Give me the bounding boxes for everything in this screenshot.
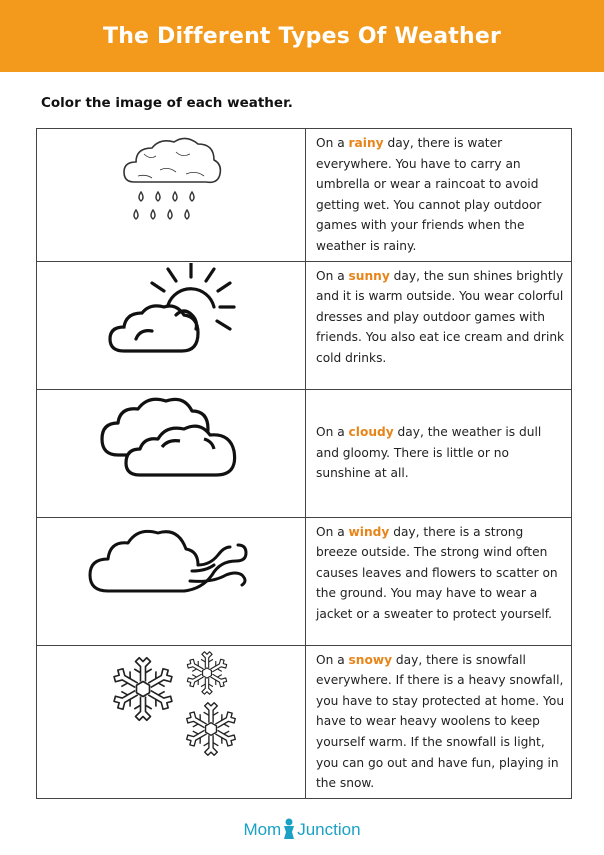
text-prefix: On a — [316, 524, 349, 539]
text-body: day, the weather is dull and gloomy. There is little or no sunshine at all. — [316, 425, 542, 481]
text-body: day, the sun shines brightly and it is warm outside. You wear colorful dresses and play outdoor games with friends. You also eat ice cream and drink cold drinks. — [316, 268, 565, 365]
table-row-sunny — [37, 261, 572, 389]
weather-keyword: windy — [348, 524, 390, 539]
text-prefix: On a — [316, 425, 349, 440]
text-prefix: On a — [316, 136, 349, 150]
image-cell — [37, 645, 306, 798]
weather-keyword: cloudy — [348, 425, 394, 440]
text-body: day, there is snowfall everywhere. If there is a heavy snowfall, you have to stay protected at home. You have to wear heavy woolens to keep yourself warm. If the snowfall is light, you can go out and have fun, playing in the snow. — [316, 652, 565, 791]
clouds-icon — [96, 391, 246, 481]
weather-table — [36, 128, 572, 799]
logo-text-mom: Mom — [243, 820, 282, 839]
table-row-snowy — [37, 645, 572, 798]
snowflakes-icon — [101, 647, 241, 757]
weather-keyword: snowy — [348, 652, 393, 667]
image-cell — [37, 129, 306, 262]
sun-cloud-icon — [106, 263, 236, 363]
table-row-rainy — [37, 129, 572, 262]
text-body: day, there is a strong breeze outside. The strong wind often causes leaves and flowers to scatter on the ground. You may have to wear a jacket or a sweater to protect yourself. — [316, 524, 558, 621]
person-icon — [282, 818, 296, 840]
text-prefix: On a — [316, 652, 349, 667]
momjunction-logo — [243, 818, 360, 840]
description-cell — [306, 517, 572, 645]
text-body: day, there is water everywhere. You have to carry an umbrella or wear a raincoat to avoid getting wet. You cannot play outdoor games with your friends when the weather is rainy. — [316, 136, 542, 253]
image-cell — [37, 517, 306, 645]
footer — [0, 818, 604, 840]
image-cell — [37, 389, 306, 517]
image-cell — [37, 261, 306, 389]
text-prefix: On a — [316, 268, 349, 283]
weather-keyword: rainy — [348, 136, 384, 150]
description-cell — [306, 389, 572, 517]
weather-keyword: sunny — [348, 268, 390, 283]
table-row-cloudy — [37, 389, 572, 517]
description-cell — [306, 129, 572, 262]
title-banner — [0, 0, 604, 72]
wind-cloud-icon — [86, 519, 256, 599]
table-row-windy — [37, 517, 572, 645]
logo-text-junction: Junction — [297, 820, 361, 839]
rain-cloud-icon — [116, 130, 226, 240]
description-cell — [306, 261, 572, 389]
page-title: The Different Types Of Weather — [102, 23, 501, 49]
instruction-text: Color the image of each weather. — [41, 95, 293, 111]
description-cell — [306, 645, 572, 798]
